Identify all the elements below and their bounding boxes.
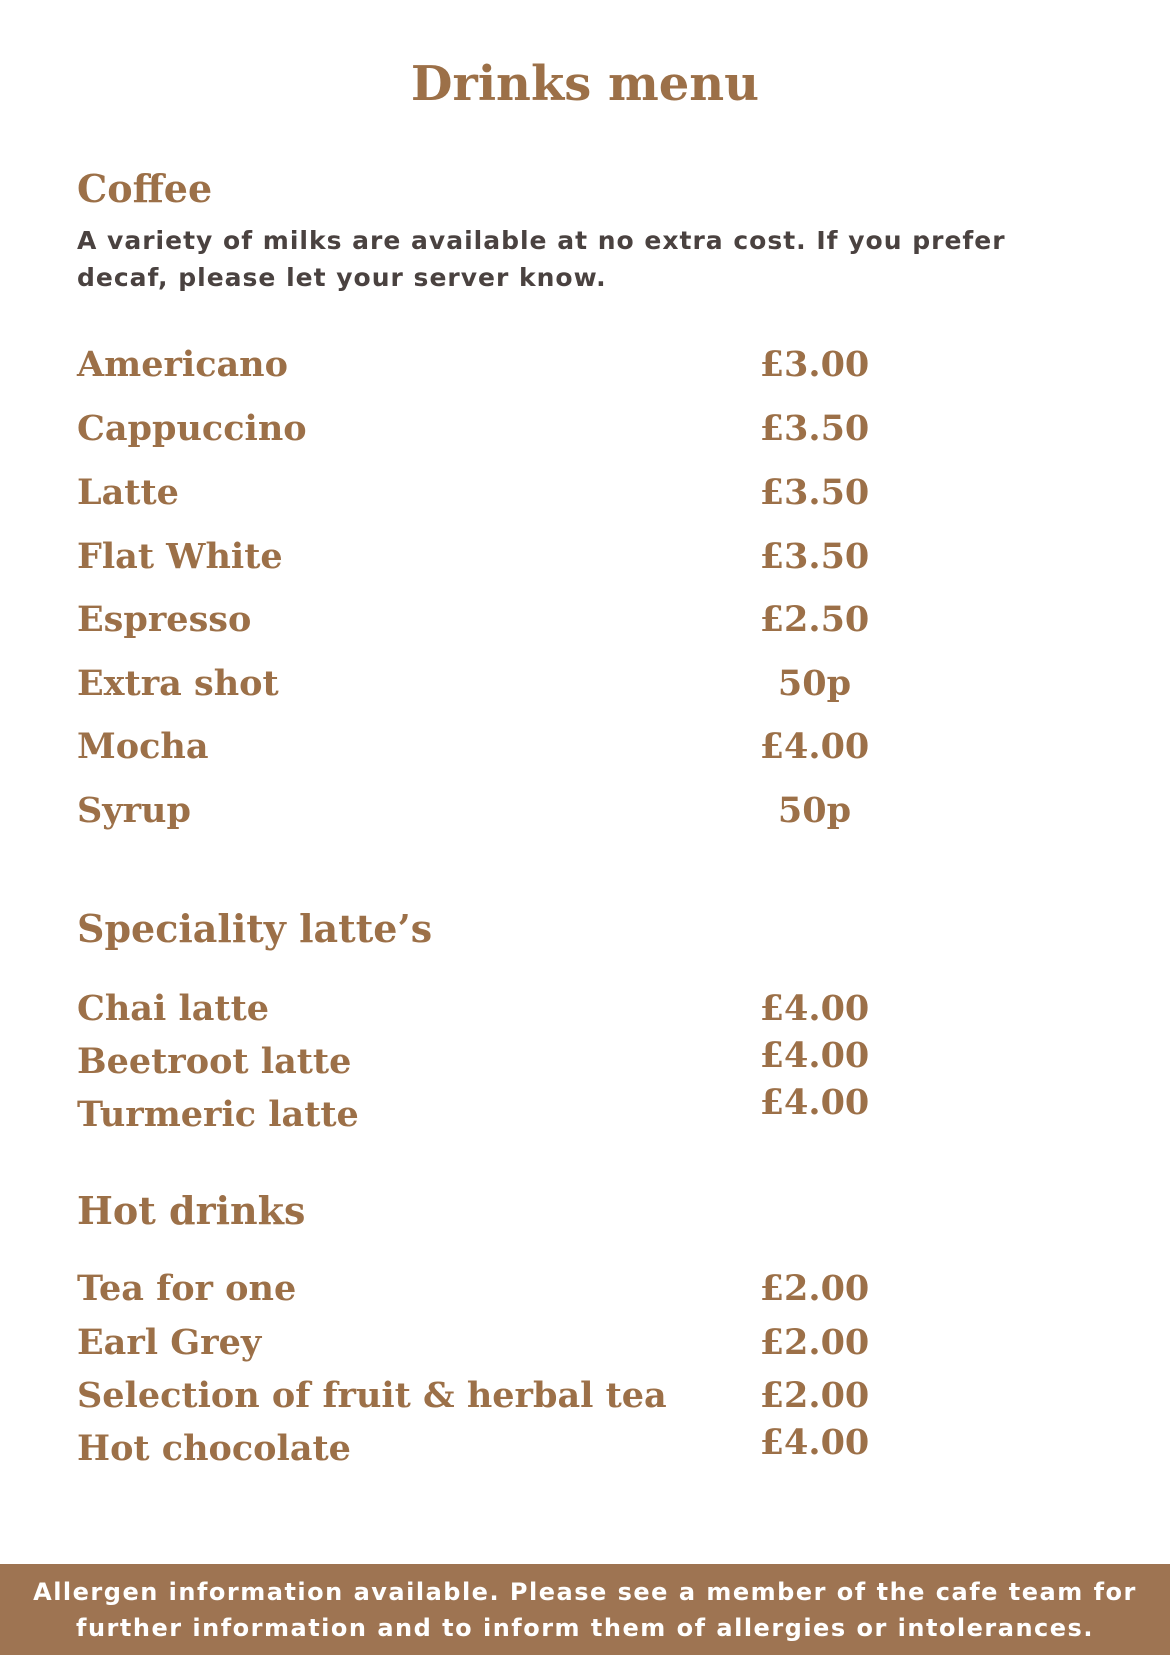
item-price: £3.50 xyxy=(759,472,870,513)
item-price: £3.50 xyxy=(759,536,870,577)
footer-line-2: further information and to inform them of allergies or intolerances. xyxy=(76,1614,1094,1642)
item-name: Selection of fruit & herbal tea xyxy=(77,1375,667,1416)
item-name: Mocha xyxy=(77,726,209,767)
section-title-hot-drinks: Hot drinks xyxy=(77,1188,306,1233)
menu-item xyxy=(77,790,852,840)
item-price: £3.50 xyxy=(759,408,870,449)
item-name: Extra shot xyxy=(77,663,279,704)
item-price: £4.00 xyxy=(759,1082,870,1123)
item-name: Tea for one xyxy=(77,1268,297,1309)
menu-item xyxy=(77,472,870,522)
item-price: £2.00 xyxy=(759,1322,870,1363)
item-name: Chai latte xyxy=(77,988,270,1029)
item-price: £3.00 xyxy=(759,344,870,385)
menu-item xyxy=(77,1268,870,1318)
item-name: Hot chocolate xyxy=(77,1428,351,1469)
item-price: 50p xyxy=(777,790,852,831)
item-name: Syrup xyxy=(77,790,191,831)
menu-item xyxy=(77,1035,870,1091)
item-name: Turmeric latte xyxy=(77,1094,359,1135)
menu-item xyxy=(77,599,870,649)
item-name: Latte xyxy=(77,472,179,513)
item-price: £2.00 xyxy=(759,1268,870,1309)
item-name: Cappuccino xyxy=(77,408,307,449)
menu-item xyxy=(77,1375,870,1425)
menu-item xyxy=(77,1322,870,1372)
item-name: Espresso xyxy=(77,599,252,640)
item-name: Beetroot latte xyxy=(77,1041,352,1082)
section-title-speciality: Speciality latte’s xyxy=(77,906,433,951)
menu-item xyxy=(77,344,870,394)
item-price: £4.00 xyxy=(759,1035,870,1076)
menu-item xyxy=(77,1082,870,1144)
item-price: £4.00 xyxy=(759,988,870,1029)
menu-item xyxy=(77,536,870,586)
item-price: £2.50 xyxy=(759,599,870,640)
item-name: Earl Grey xyxy=(77,1322,262,1363)
item-name: Flat White xyxy=(77,536,283,577)
item-price: £2.00 xyxy=(759,1375,870,1416)
footer-line-1: Allergen information available. Please see a member of the cafe team for xyxy=(33,1578,1137,1606)
menu-item xyxy=(77,408,870,458)
item-price: £4.00 xyxy=(759,1422,870,1463)
item-price: 50p xyxy=(777,663,852,704)
menu-item xyxy=(77,663,852,713)
section-title-coffee: Coffee xyxy=(77,166,213,211)
item-name: Americano xyxy=(77,344,288,385)
menu-item xyxy=(77,1422,870,1478)
item-price: £4.00 xyxy=(759,726,870,767)
coffee-note: A variety of milks are available at no extra cost. If you prefer decaf, please let your server know. xyxy=(77,226,1006,292)
menu-item xyxy=(77,988,870,1038)
page-title: Drinks menu xyxy=(410,56,760,112)
menu-item xyxy=(77,726,870,776)
allergen-footer xyxy=(0,1564,1170,1655)
